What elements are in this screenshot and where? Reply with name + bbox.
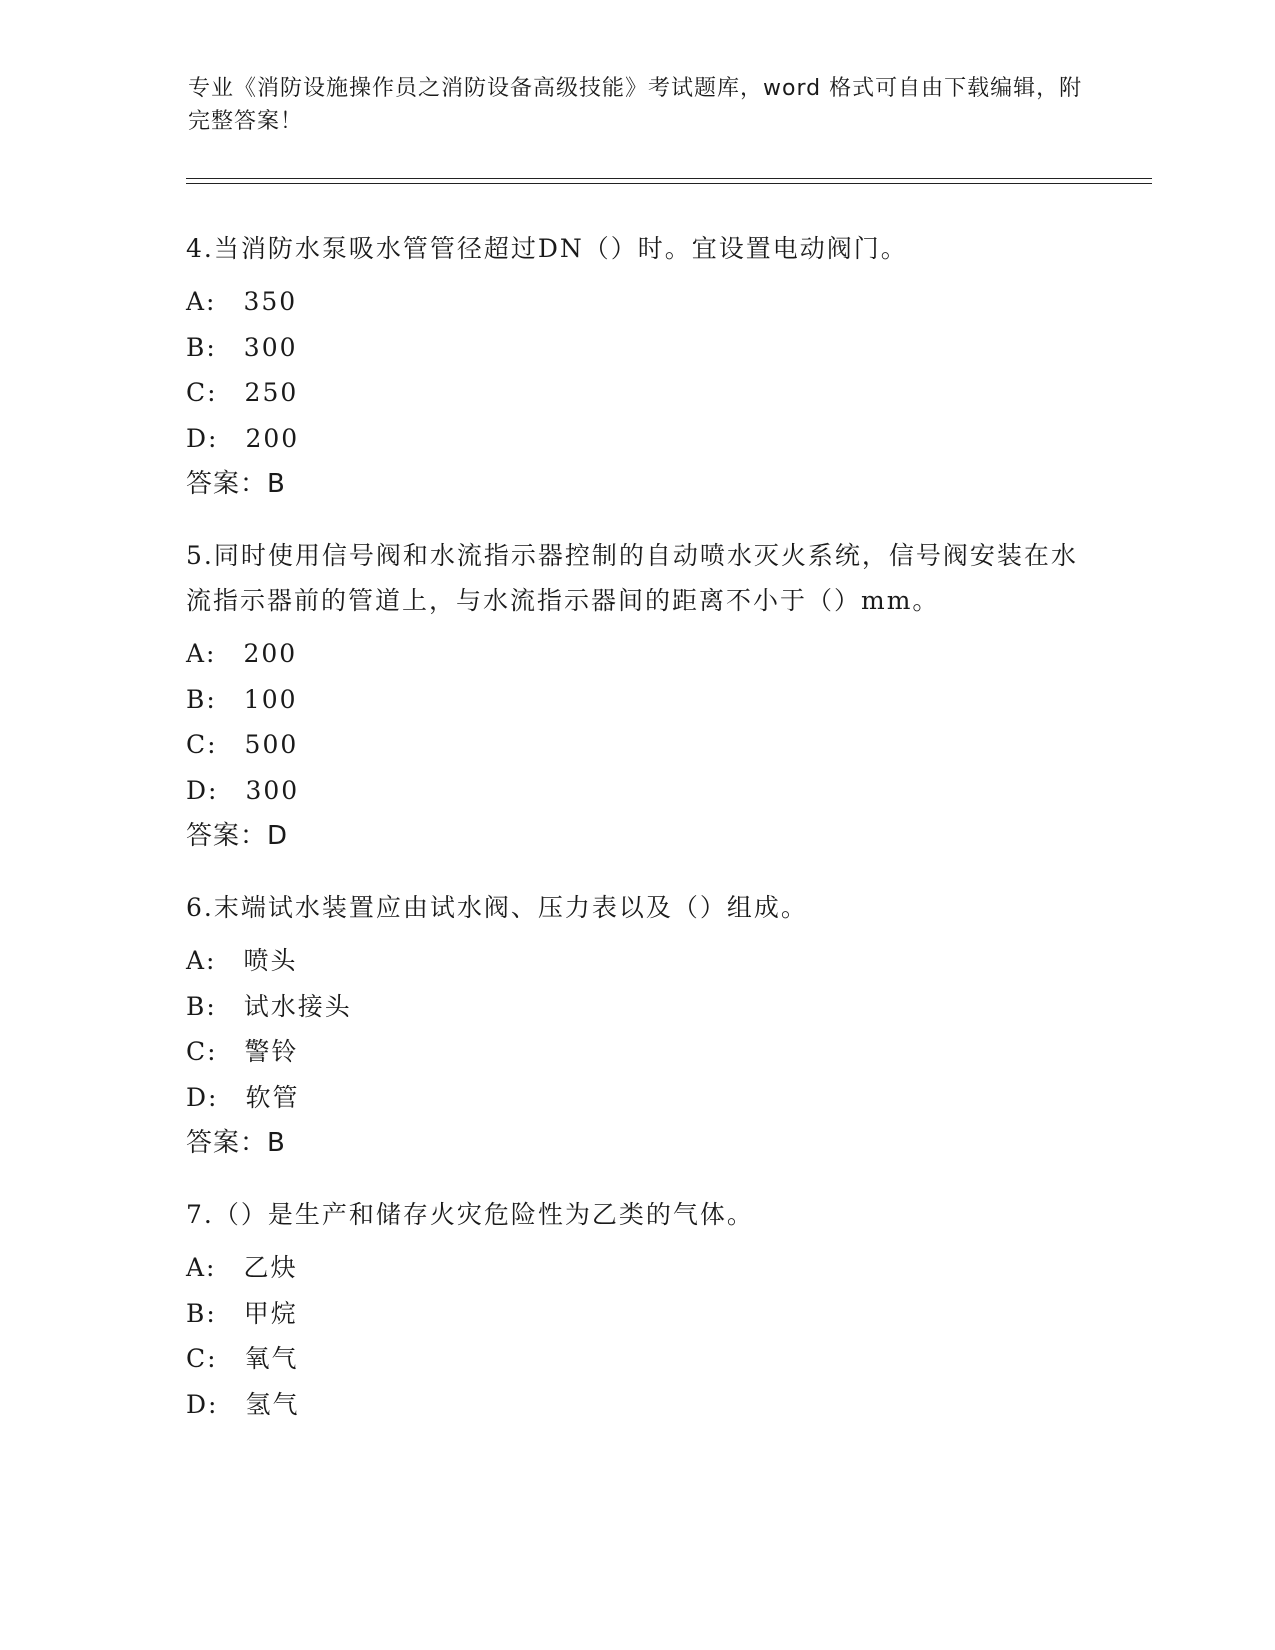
question-6 <box>186 893 1086 1166</box>
answer-line: 答案：B <box>186 1128 286 1158</box>
question-text: 6.末端试水装置应由试水阀、压力表以及（）组成。 <box>186 893 808 922</box>
answer-line: 答案：B <box>186 469 286 499</box>
option-c: C: 250 <box>186 378 299 407</box>
option-c: C: 氧气 <box>186 1344 299 1373</box>
option-b: B: 300 <box>186 332 298 362</box>
option-a: A: 350 <box>186 287 298 316</box>
option-d: D: 300 <box>186 775 300 805</box>
option-a: A: 喷头 <box>186 946 298 975</box>
option-a: A: 乙炔 <box>186 1253 298 1282</box>
document-header: 专业《消防设施操作员之消防设备高级技能》考试题库，word 格式可自由下载编辑，附完整答案！ <box>188 76 1083 134</box>
question-text: 5.同时使用信号阀和水流指示器控制的自动喷水灭火系统，信号阀安装在水流指示器前的管道上，与水流指示器间的距离不小于（）mm。 <box>186 541 1078 615</box>
option-b: B: 甲烷 <box>186 1298 298 1328</box>
option-d: D: 软管 <box>186 1082 300 1112</box>
answer-line: 答案：D <box>186 821 289 851</box>
option-d: D: 氢气 <box>186 1389 300 1419</box>
option-c: C: 警铃 <box>186 1037 299 1066</box>
option-b: B: 100 <box>186 684 298 714</box>
question-text: 7.（）是生产和储存火灾危险性为乙类的气体。 <box>186 1200 754 1229</box>
header-divider <box>186 178 1152 184</box>
option-c: C: 500 <box>186 730 299 759</box>
question-5 <box>186 541 1086 859</box>
question-text: 4.当消防水泵吸水管管径超过DN（）时。宜设置电动阀门。 <box>186 234 908 263</box>
question-list <box>186 234 1086 1461</box>
option-d: D: 200 <box>186 423 300 453</box>
option-b: B: 试水接头 <box>186 991 352 1021</box>
option-a: A: 200 <box>186 639 298 668</box>
question-4 <box>186 234 1086 507</box>
question-7 <box>186 1200 1086 1427</box>
